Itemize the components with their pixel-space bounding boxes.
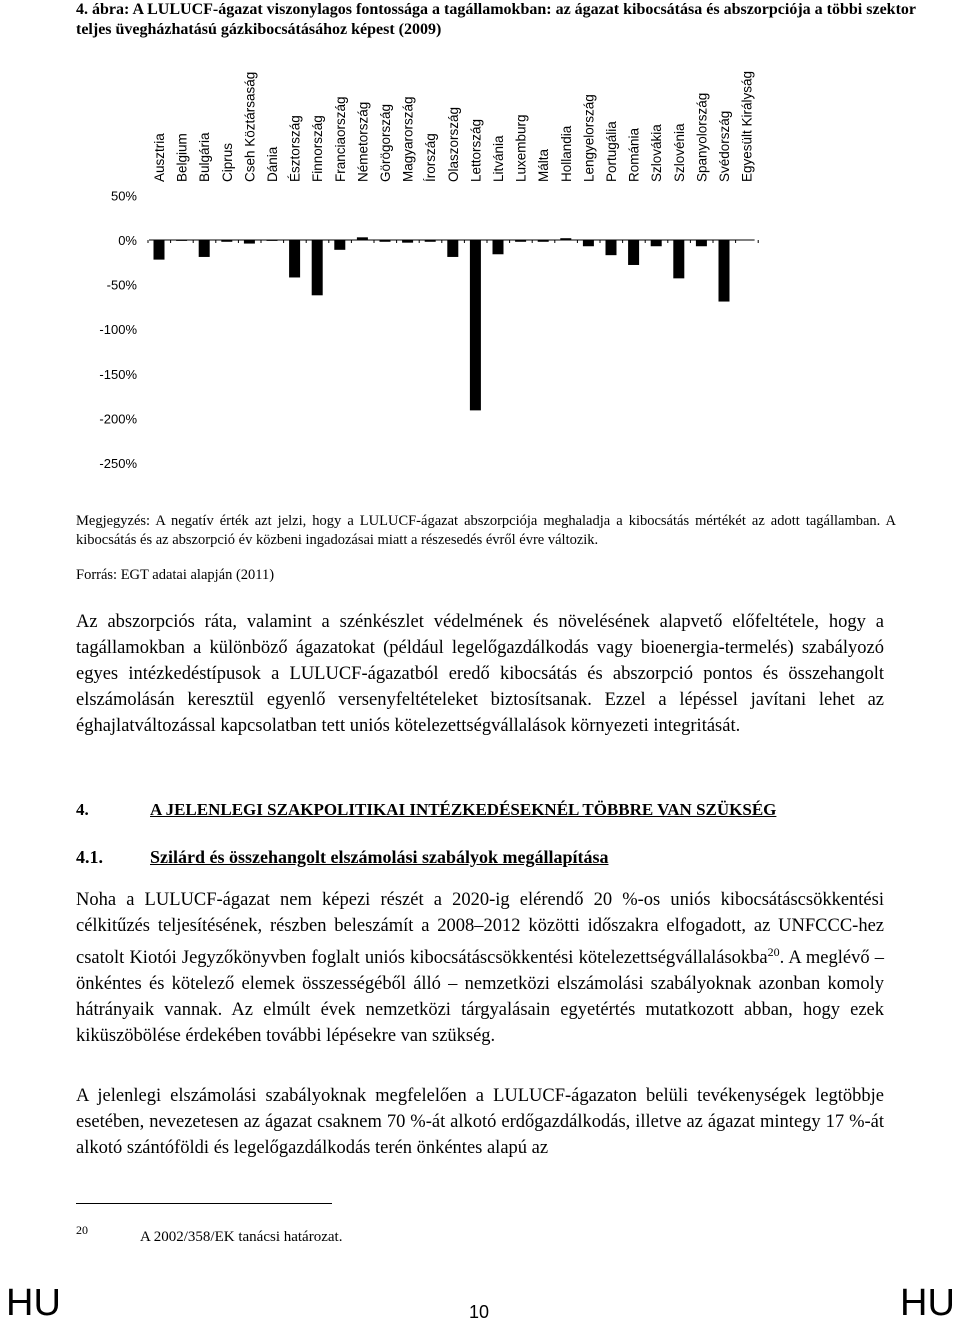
bar [244, 240, 255, 244]
category-label: Hollandia [558, 125, 574, 182]
category-label: Egyesült Királyság [739, 70, 755, 182]
category-label: Belgium [174, 133, 190, 182]
bar [154, 240, 165, 260]
bar-chart [0, 40, 960, 480]
category-label: Ausztria [152, 133, 167, 182]
bar [357, 237, 368, 240]
category-label: Portugália [604, 121, 619, 182]
bar [470, 240, 481, 410]
category-label: Cseh Köztársaság [242, 71, 258, 182]
bar [493, 240, 504, 254]
category-label: Görögország [378, 103, 393, 182]
bars [154, 237, 730, 410]
y-tick-label: 50% [110, 188, 137, 204]
y-tick-label: -200% [99, 411, 137, 427]
category-label: Luxemburg [513, 114, 529, 182]
bar [402, 240, 413, 243]
footnote-divider [76, 1203, 332, 1204]
section-41-title: Szilárd és összehangolt elszámolási szabályok megállapítása [150, 847, 609, 867]
category-label: Észtország [287, 115, 303, 182]
bar [334, 240, 345, 250]
figure-note: Megjegyzés: A negatív érték azt jelzi, hogy a LULUCF-ágazat abszorpciója meghaladja a kibocsátás mértékét az adott tagállamban. A kibocsátás és az abszorpció év közbeni ingadozásai miatt a részesedés évről évre változik. [76, 513, 896, 548]
paragraph-3: A jelenlegi elszámolási szabályoknak megfelelően a LULUCF-ágazaton belüli tevékenységek legtöbbje esetében, nevezetesen az ágazat csaknem 70 %-át alkotó erdőgazdálkodás, illetve az ágazat mintegy 17 %-át alkotó szántóföldi és legelőgazdálkodás terén önkéntes alapú az [76, 1086, 884, 1158]
category-label: Írország [423, 133, 439, 182]
y-tick-label: -150% [99, 366, 137, 382]
section-41-number: 4.1. [76, 847, 103, 867]
category-label: Spanyolország [694, 92, 710, 182]
y-tick-label: -250% [99, 456, 137, 471]
bar [312, 240, 323, 295]
paragraph-2-part-b: . A meglévő – önkéntes és kötelező elemek összességéből álló – nemzetközi elszámolási szabályoknak azonban komoly hátrányaik vannak. Az elmúlt évek nemzetközi tárgyalásain egyetértés mutatkozott abban, hogy ezek kiküszöbölése érdekében további lépésekre van szükség. [76, 948, 884, 1047]
category-label: Finnország [310, 115, 326, 182]
bar [651, 240, 662, 246]
section-4-title: A JELENLEGI SZAKPOLITIKAI INTÉZKEDÉSEKNÉL TÖBBRE VAN SZÜKSÉG [150, 800, 777, 819]
bar [267, 240, 278, 241]
bar [515, 240, 526, 242]
figure-source: Forrás: EGT adatai alapján (2011) [76, 567, 275, 583]
category-label: Románia [626, 127, 642, 182]
category-label: Magyarország [400, 96, 416, 182]
bar [583, 240, 594, 246]
bar [606, 240, 617, 255]
paragraph-2 [76, 887, 884, 1049]
category-label: Németország [355, 101, 371, 182]
bar [199, 240, 210, 257]
footer-language-right: HU [900, 1282, 955, 1324]
footnote-text: A 2002/358/EK tanácsi határozat. [140, 1229, 343, 1245]
bar [425, 240, 436, 242]
bar [719, 240, 730, 302]
category-label: Szlovénia [671, 123, 687, 182]
bar [176, 240, 187, 241]
bar [673, 240, 684, 278]
bar [696, 240, 707, 246]
page-number: 10 [469, 1302, 490, 1322]
y-tick-label: -50% [106, 277, 137, 293]
footnote-ref[interactable]: 20 [767, 945, 780, 959]
bar [538, 240, 549, 242]
paragraph-2-part-a: Noha a LULUCF-ágazat nem képezi részét a 2020-ig elérendő 20 %-os uniós kibocsátáscsökkentési célkitűzés teljesítésének, részben beleszámít a 2008–2012 közötti időszakra elfogadott, az UNFCCC-hez csatolt Kiotói Jegyzőkönyvben foglalt uniós kibocsátáscsökkentési kötelezettségvállalásokba [76, 890, 884, 969]
section-4-number: 4. [76, 800, 89, 819]
bar [628, 240, 639, 265]
y-tick-label: 0% [118, 233, 137, 248]
bar [447, 240, 458, 257]
bar [560, 238, 571, 240]
category-label: Bulgária [197, 132, 213, 182]
category-label: Málta [536, 148, 552, 182]
paragraph-1: Az abszorpciós ráta, valamint a szénkészlet védelmének és növelésének alapvető előfeltétele, hogy a tagállamokban a különböző ágazatokat (például legelőgazdálkodás vagy bioenergia-termelés) szabályozó egyes intézkedéstípusok a LULUCF-ágazatból eredő kibocsátás és abszorpció pontos és összehangolt elszámolásán keresztül egyenlő versenyfeltételeket biztosítsanak. Ezzel a lépéssel javítani lehet az éghajlatváltozással kapcsolatban tett uniós kötelezettségvállalások környezeti integritását. [76, 612, 884, 736]
category-label: Franciaország [332, 96, 348, 182]
footnote-number: 20 [76, 1223, 88, 1237]
footer-language-left: HU [6, 1282, 61, 1324]
category-label: Lengyelország [581, 94, 597, 182]
bar [289, 240, 300, 277]
section-4-heading [76, 800, 776, 820]
category-label: Szlovákia [649, 124, 665, 182]
y-axis [99, 188, 137, 471]
category-label: Ciprus [219, 142, 235, 182]
category-label: Litvánia [491, 135, 506, 182]
figure-title: 4. ábra: A LULUCF-ágazat viszonylagos fontossága a tagállamokban: az ágazat kibocsátása és abszorpciója a többi szektor teljes üvegházhatású gázkibocsátásához képest (2009) [76, 1, 916, 38]
bar [380, 240, 391, 242]
category-label: Svédország [717, 110, 732, 182]
section-41-heading [76, 847, 609, 868]
bar [221, 240, 232, 242]
category-label: Olaszország [445, 106, 461, 182]
y-tick-label: -100% [99, 322, 137, 338]
category-label: Lettország [468, 118, 484, 182]
category-labels [152, 71, 755, 182]
category-label: Dánia [265, 146, 280, 182]
